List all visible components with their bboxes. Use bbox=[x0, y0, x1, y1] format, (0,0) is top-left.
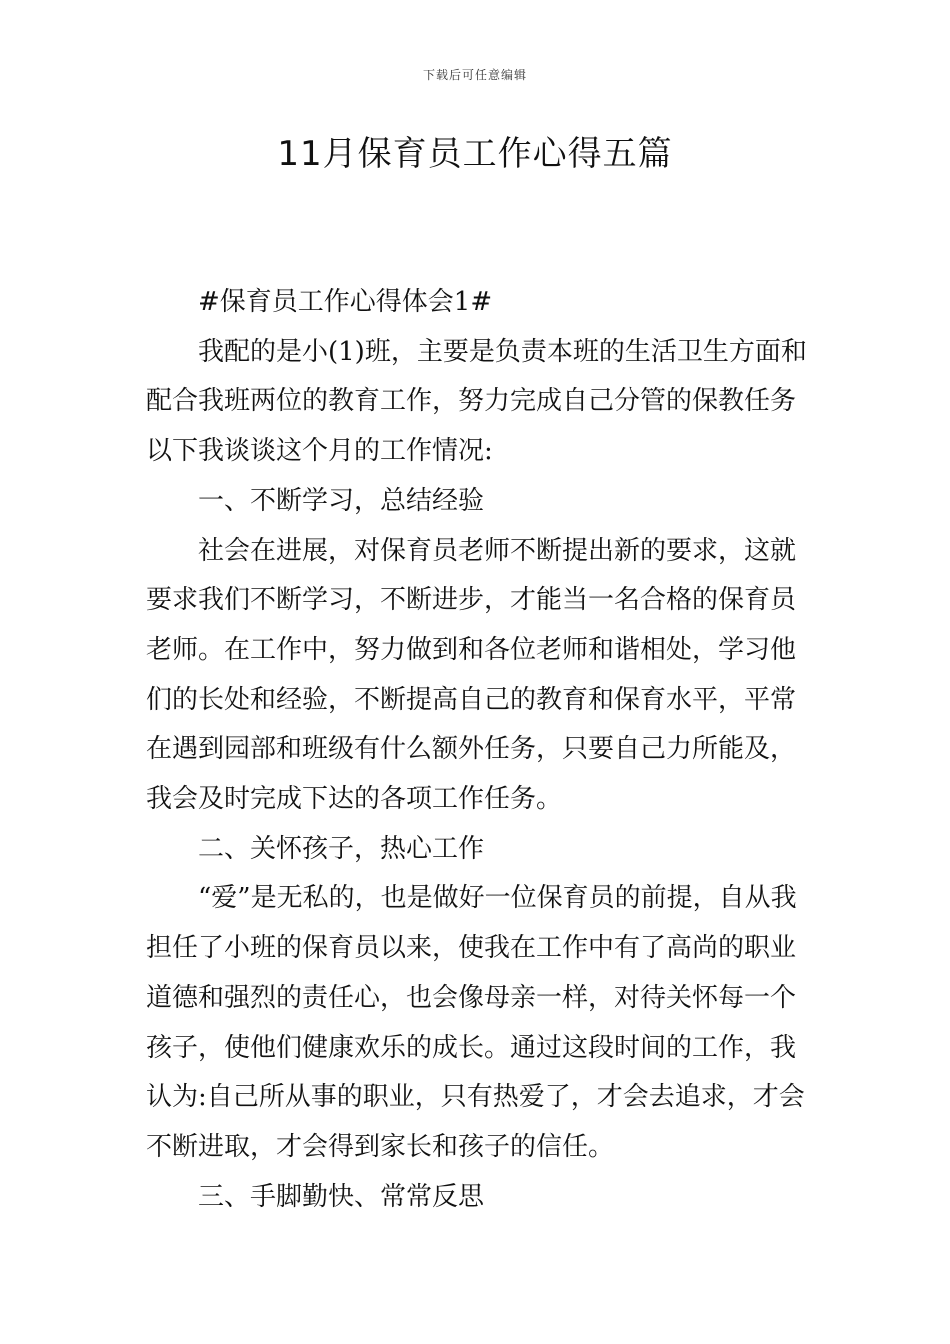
section-heading: #保育员工作心得体会1# bbox=[198, 287, 493, 317]
paragraph: “爱”是无私的，也是做好一位保育员的前提，自从我担任了小班的保育员以来，使我在工作中有了高尚的职业道德和强烈的责任心，也会像母亲一样，对待关怀每一个孩子，使他们健康欢乐的成长。通过这段时间的工作，我认为:自己所从事的职业，只有热爱了，才会去追求，才会不断进取，才会得到家长和孩子的信任。 bbox=[146, 883, 805, 1162]
header-note: 下载后可任意编辑 bbox=[422, 68, 527, 82]
paragraph: 社会在进展，对保育员老师不断提出新的要求，这就要求我们不断学习，不断进步，才能当一名合格的保育员老师。在工作中，努力做到和各位老师和谐相处，学习他们的长处和经验，不断提高自己的教育和保育水平，平常在遇到园部和班级有什么额外任务，只要自己力所能及，我会及时完成下达的各项工作任务。 bbox=[146, 535, 797, 815]
document-title: 11月保育员工作心得五篇 bbox=[277, 134, 673, 174]
section-heading: 二、关怀孩子，热心工作 bbox=[198, 833, 485, 864]
section-heading: 一、不断学习，总结经验 bbox=[198, 485, 485, 516]
paragraph: 我配的是小(1)班，主要是负责本班的生活卫生方面和配合我班两位的教育工作，努力完成自己分管的保教任务以下我谈谈这个月的工作情况: bbox=[146, 336, 807, 467]
section-heading: 三、手脚勤快、常常反思 bbox=[198, 1181, 485, 1212]
document-body bbox=[146, 278, 808, 1222]
